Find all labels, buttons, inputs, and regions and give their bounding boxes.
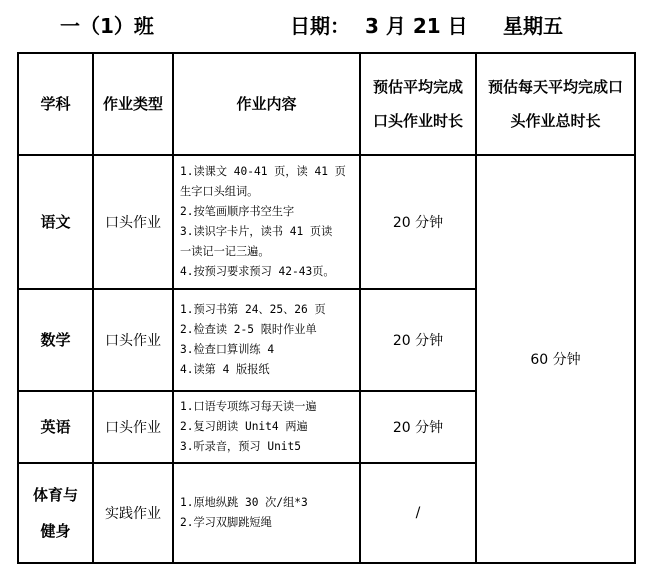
content-cell xyxy=(173,155,360,289)
time-cell: 20 分钟 xyxy=(360,391,476,463)
page-header xyxy=(0,6,646,42)
date-label: 日期： xyxy=(290,14,350,38)
header-total-line-1: 预估每天平均完成口 xyxy=(487,78,623,96)
subject-label: 体育与 xyxy=(32,486,78,504)
header-total-line-2: 头作业总时长 xyxy=(510,112,601,130)
time-cell: 20 分钟 xyxy=(360,155,476,289)
column-header-total xyxy=(476,53,635,155)
subject-cell xyxy=(18,391,93,463)
content-line: 2.检查读 2-5 限时作业单 xyxy=(180,323,317,336)
content-cell xyxy=(173,289,360,391)
content-line: 3.读识字卡片，读书 41 页读 xyxy=(180,225,333,238)
subject-label: 英语 xyxy=(40,418,71,436)
column-header-content: 作业内容 xyxy=(173,53,360,155)
type-cell: 口头作业 xyxy=(93,155,173,289)
subject-label: 语文 xyxy=(40,213,71,231)
content-line: 2.学习双脚跳短绳 xyxy=(180,516,272,529)
content-line: 1.口语专项练习每天读一遍 xyxy=(180,400,317,413)
content-cell xyxy=(173,391,360,463)
class-name: 一（1）班 xyxy=(60,14,154,38)
content-line: 4.读第 4 版报纸 xyxy=(180,363,270,376)
subject-label: 健身 xyxy=(40,522,71,540)
content-line: 3.检查口算训练 4 xyxy=(180,343,275,356)
subject-cell xyxy=(18,463,93,563)
date-value: 3 月 21 日 xyxy=(365,14,468,38)
type-cell: 口头作业 xyxy=(93,391,173,463)
homework-table xyxy=(17,52,636,564)
subject-label: 数学 xyxy=(40,331,71,349)
header-time-line-2: 口头作业时长 xyxy=(372,112,463,130)
subject-cell xyxy=(18,289,93,391)
column-header-type: 作业类型 xyxy=(93,53,173,155)
content-line: 生字口头组词。 xyxy=(180,185,259,198)
column-header-time xyxy=(360,53,476,155)
content-line: 2.复习朗读 Unit4 两遍 xyxy=(180,420,308,433)
table-row xyxy=(18,155,635,289)
content-line: 1.原地纵跳 30 次/组*3 xyxy=(180,496,308,509)
type-cell: 实践作业 xyxy=(93,463,173,563)
total-time-cell: 60 分钟 xyxy=(476,155,635,563)
content-line: 1.读课文 40-41 页，读 41 页 xyxy=(180,165,346,178)
content-line: 2.按笔画顺序书空生字 xyxy=(180,205,295,218)
content-line: 一读记一记三遍。 xyxy=(180,245,270,258)
column-header-subject: 学科 xyxy=(18,53,93,155)
weekday: 星期五 xyxy=(503,14,563,38)
header-time-line-1: 预估平均完成 xyxy=(372,78,463,96)
content-line: 4.按预习要求预习 42-43页。 xyxy=(180,265,335,278)
table-header-row xyxy=(18,53,635,155)
time-cell: 20 分钟 xyxy=(360,289,476,391)
content-line: 3.听录音，预习 Unit5 xyxy=(180,440,302,453)
subject-cell xyxy=(18,155,93,289)
content-line: 1.预习书第 24、25、26 页 xyxy=(180,303,326,316)
content-cell xyxy=(173,463,360,563)
time-cell: / xyxy=(360,463,476,563)
type-cell: 口头作业 xyxy=(93,289,173,391)
